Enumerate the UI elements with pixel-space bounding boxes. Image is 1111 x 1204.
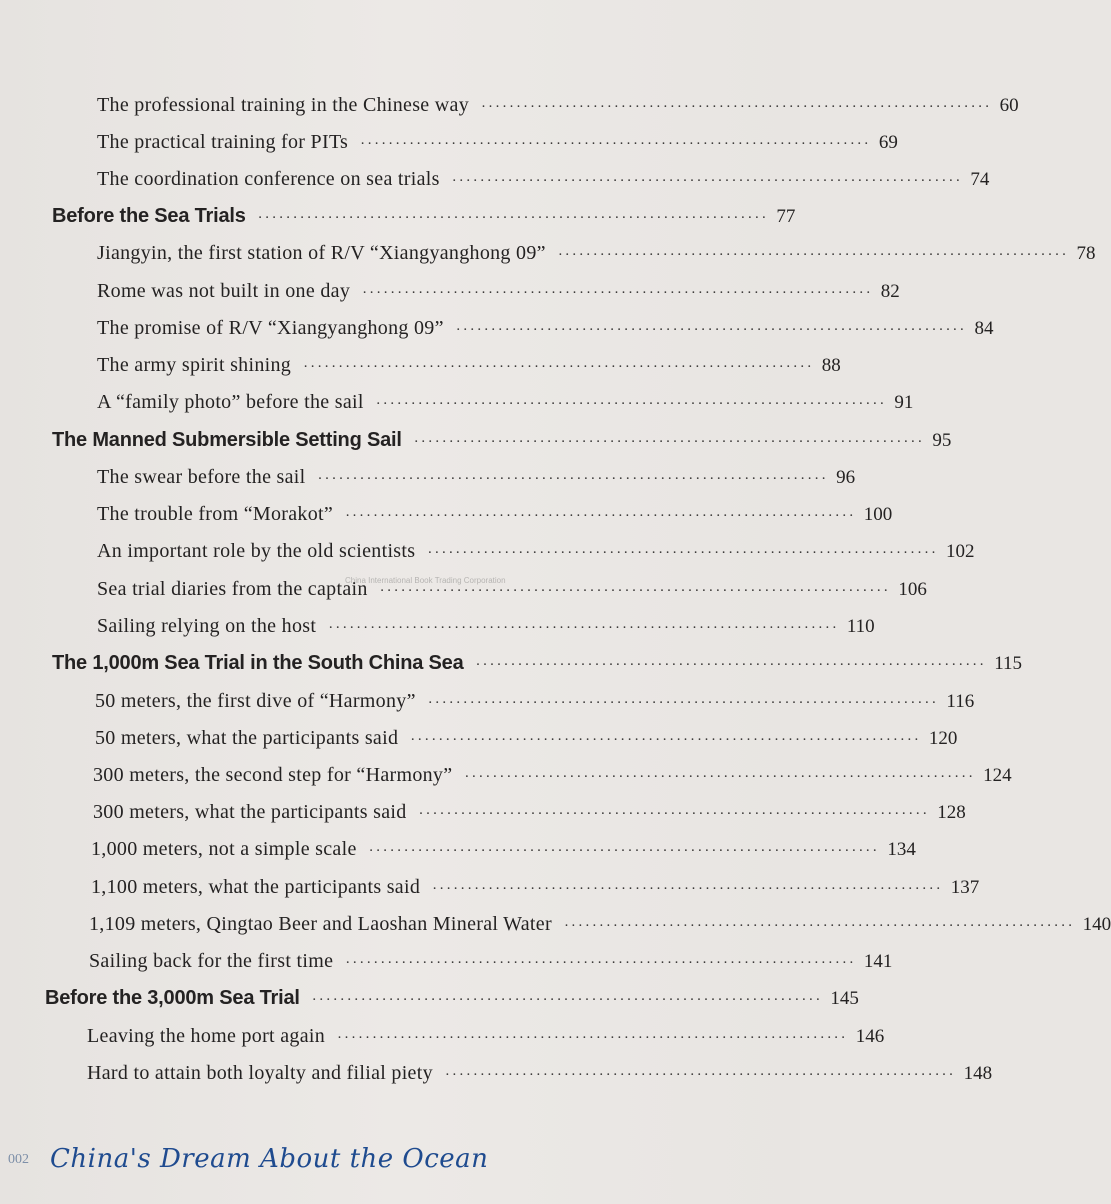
leader-dots: ········································································· — [317, 471, 829, 487]
toc-page-number: 140 — [1082, 914, 1111, 935]
toc-entry — [97, 497, 893, 531]
leader-dots: ········································································· — [455, 322, 967, 338]
toc-page-number: 91 — [894, 392, 914, 413]
toc-page-number: 96 — [836, 467, 856, 488]
page-folio: 002 — [8, 1152, 29, 1167]
toc-chapter-title: The 1,000m Sea Trial in the South China Sea — [52, 652, 464, 674]
toc-entry-title: The army spirit shining — [97, 354, 292, 376]
toc-entry — [97, 609, 875, 643]
toc-page-number: 128 — [937, 802, 966, 823]
toc-chapter-title: Before the 3,000m Sea Trial — [45, 987, 300, 1009]
toc-page-number: 78 — [1076, 243, 1096, 264]
toc-entry — [87, 1019, 885, 1053]
toc-entry — [97, 162, 990, 196]
leader-dots: ········································································· — [418, 806, 930, 822]
toc-chapter — [52, 646, 1022, 680]
leader-dots: ········································································· — [345, 955, 856, 971]
leader-dots: ········································································· — [451, 173, 963, 189]
toc-entry — [97, 88, 1019, 122]
toc-entry-title: A “family photo” before the sail — [97, 391, 364, 413]
leader-dots: ········································································· — [413, 434, 925, 450]
leader-dots: ········································································· — [427, 545, 938, 561]
toc-entry — [97, 274, 900, 308]
leader-dots: ········································································· — [345, 508, 856, 524]
toc-entry-title: The trouble from “Morakot” — [97, 503, 334, 525]
toc-page-number: 148 — [963, 1063, 993, 1084]
toc-entry-title: Jiangyin, the first station of R/V “Xiangyanghong 09” — [97, 242, 546, 264]
toc-entry-title: Rome was not built in one day — [97, 280, 351, 302]
leader-dots: ········································································· — [303, 359, 814, 375]
toc-entry-title: 1,000 meters, not a simple scale — [91, 838, 357, 860]
toc-page-number: 116 — [946, 691, 975, 712]
toc-entry-title: Sailing back for the first time — [89, 950, 334, 972]
toc-entry-title: The swear before the sail — [97, 466, 306, 488]
leader-dots: ········································································· — [464, 769, 976, 785]
toc-entry — [87, 1056, 993, 1090]
leader-dots: ········································································· — [427, 695, 939, 711]
toc-entry — [97, 348, 841, 382]
running-head: China's Dream About the Ocean — [50, 1144, 489, 1174]
toc-page-number: 77 — [776, 206, 796, 227]
toc-entry-title: The practical training for PITs — [97, 131, 349, 153]
toc-entry — [93, 795, 966, 829]
toc-entry — [89, 944, 893, 978]
toc-page-number: 106 — [898, 579, 927, 600]
toc-page-number: 60 — [999, 95, 1019, 116]
toc-entry-title: Leaving the home port again — [87, 1025, 326, 1047]
toc-entry-title: An important role by the old scientists — [97, 540, 416, 562]
leader-dots: ········································································· — [379, 583, 891, 599]
toc-page-number: 69 — [878, 132, 898, 153]
leader-dots: ········································································· — [375, 396, 887, 412]
toc-page-number: 102 — [945, 541, 975, 562]
leader-dots: ········································································· — [328, 620, 839, 636]
toc-page-number: 124 — [983, 765, 1012, 786]
leader-dots: ········································································· — [311, 992, 823, 1008]
leader-dots: ········································································· — [368, 843, 880, 859]
toc-page-number: 137 — [950, 877, 980, 898]
toc-entry — [97, 311, 994, 345]
toc-entry-title: 1,100 meters, what the participants said — [91, 876, 421, 898]
toc-entry-title: 1,109 meters, Qingtao Beer and Laoshan Mineral Water — [89, 913, 552, 935]
toc-entry-title: 50 meters, the first dive of “Harmony” — [95, 690, 416, 712]
toc-page-number: 84 — [974, 318, 994, 339]
toc-page-number: 95 — [932, 430, 952, 451]
toc-page-number: 88 — [821, 355, 841, 376]
toc-chapter — [52, 423, 952, 457]
toc-page-number: 115 — [994, 653, 1022, 674]
leader-dots: ········································································· — [557, 247, 1069, 263]
toc-entry-title: The coordination conference on sea trials — [97, 168, 440, 190]
toc-page-number: 145 — [830, 988, 859, 1009]
watermark: China International Book Trading Corporation — [345, 576, 506, 585]
toc-page-number: 110 — [846, 616, 875, 637]
toc-entry-title: Hard to attain both loyalty and filial piety — [87, 1062, 433, 1084]
toc-entry-title: 300 meters, the second step for “Harmony” — [93, 764, 453, 786]
toc-chapter — [45, 981, 859, 1015]
toc-entry — [95, 684, 975, 718]
toc-page-number: 134 — [887, 839, 916, 860]
leader-dots: ········································································· — [360, 136, 871, 152]
toc-entry — [97, 534, 975, 568]
leader-dots: ········································································· — [410, 732, 921, 748]
toc-entry-title: 50 meters, what the participants said — [95, 727, 399, 749]
leader-dots: ········································································· — [257, 210, 769, 226]
toc-entry-title: The promise of R/V “Xiangyanghong 09” — [97, 317, 444, 339]
leader-dots: ········································································· — [563, 918, 1075, 934]
toc-page-number: 141 — [863, 951, 893, 972]
toc-entry-title: 300 meters, what the participants said — [93, 801, 407, 823]
toc-entry — [97, 236, 1096, 270]
toc-entry-title: Sailing relying on the host — [97, 615, 317, 637]
toc-chapter-title: The Manned Submersible Setting Sail — [52, 429, 402, 451]
toc-page-number: 82 — [880, 281, 900, 302]
toc-entry-title: The professional training in the Chinese way — [97, 94, 469, 116]
toc-page-number: 74 — [970, 169, 990, 190]
toc-page-number: 100 — [863, 504, 893, 525]
toc-page-number: 146 — [855, 1026, 885, 1047]
toc-entry — [93, 758, 1012, 792]
toc-entry-title: Sea trial diaries from the captain — [97, 578, 368, 600]
toc-chapter — [52, 199, 796, 233]
leader-dots: ········································································· — [475, 657, 987, 673]
leader-dots: ········································································· — [432, 881, 943, 897]
page-footer — [0, 1144, 800, 1204]
toc-entry — [97, 385, 914, 419]
leader-dots: ········································································· — [444, 1067, 956, 1083]
toc-entry — [91, 870, 980, 904]
toc-entry — [97, 460, 856, 494]
toc-entry — [97, 125, 898, 159]
leader-dots: ········································································· — [362, 285, 873, 301]
leader-dots: ········································································· — [337, 1030, 848, 1046]
toc-entry — [89, 907, 1111, 941]
toc-entry — [95, 721, 958, 755]
toc-entry — [91, 832, 916, 866]
leader-dots: ········································································· — [481, 99, 992, 115]
toc-page-number: 120 — [928, 728, 958, 749]
toc-chapter-title: Before the Sea Trials — [52, 205, 246, 227]
